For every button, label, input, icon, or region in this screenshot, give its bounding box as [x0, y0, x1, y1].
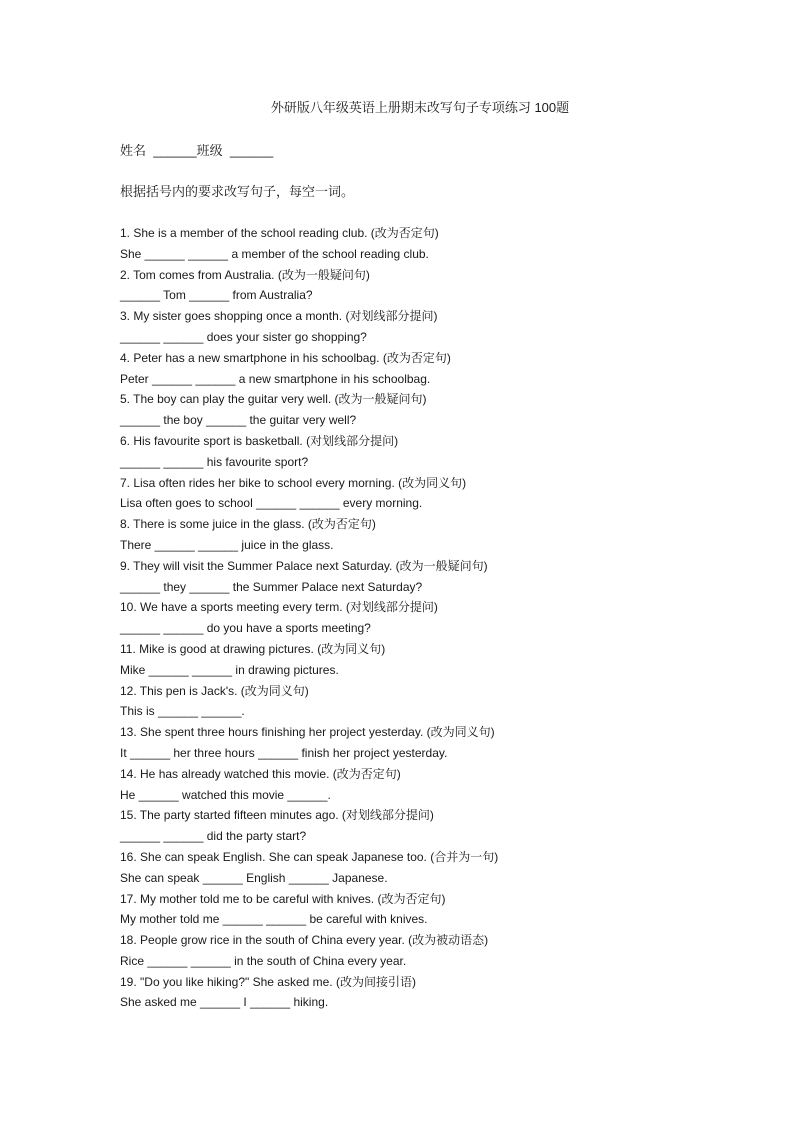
question-text: 19. "Do you like hiking?" She asked me. (改为间接引语) — [120, 974, 416, 989]
answer-line: My mother told me ______ ______ be careful with knives. — [120, 912, 428, 927]
answer-line: ______ Tom ______ from Australia? — [120, 288, 313, 303]
question-text: 2. Tom comes from Australia. (改为一般疑问句) — [120, 267, 370, 282]
answer-line: ______ the boy ______ the guitar very well? — [120, 413, 357, 428]
question-text: 8. There is some juice in the glass. (改为否定句) — [120, 517, 376, 532]
question-text: 12. This pen is Jack's. (改为同义句) — [120, 683, 309, 698]
question-text: 16. She can speak English. She can speak Japanese too. (合并为一句) — [120, 849, 499, 864]
question-text: 4. Peter has a new smartphone in his schoolbag. (改为否定句) — [120, 350, 451, 365]
question-text: 3. My sister goes shopping once a month. (对划线部分提问) — [120, 309, 438, 324]
question-text: 17. My mother told me to be careful with knives. (改为否定句) — [120, 891, 446, 906]
answer-line: ______ ______ do you have a sports meeting? — [120, 621, 371, 636]
question-text: 15. The party started fifteen minutes ago. (对划线部分提问) — [120, 808, 434, 823]
question-text: 13. She spent three hours finishing her project yesterday. (改为同义句) — [120, 725, 495, 740]
answer-line: ______ they ______ the Summer Palace next Saturday? — [120, 579, 423, 594]
question-text: 11. Mike is good at drawing pictures. (改为同义句) — [120, 641, 386, 656]
answer-line: Peter ______ ______ a new smartphone in his schoolbag. — [120, 371, 431, 386]
answer-line: He ______ watched this movie ______. — [120, 787, 331, 802]
instruction-text: 根据括号内的要求改写句子，每空一词。 — [120, 184, 355, 199]
question-text: 14. He has already watched this movie. (改为否定句) — [120, 766, 401, 781]
question-text: 18. People grow rice in the south of China every year. (改为被动语态) — [120, 933, 489, 948]
name-class-line: 姓名 ______班级 ______ — [120, 143, 274, 158]
answer-line: She can speak ______ English ______ Japanese. — [120, 870, 388, 885]
answer-line: ______ ______ his favourite sport? — [120, 454, 309, 469]
answer-line: ______ ______ did the party start? — [120, 829, 307, 844]
answer-line: She ______ ______ a member of the school reading club. — [120, 246, 429, 261]
question-text: 9. They will visit the Summer Palace next Saturday. (改为一般疑问句) — [120, 558, 488, 573]
answer-line: She asked me ______ I ______ hiking. — [120, 995, 329, 1010]
answer-line: It ______ her three hours ______ finish her project yesterday. — [120, 745, 448, 760]
question-text: 6. His favourite sport is basketball. (对划线部分提问) — [120, 433, 399, 448]
answer-line: This is ______ ______. — [120, 704, 245, 719]
answer-line: There ______ ______ juice in the glass. — [120, 537, 334, 552]
answer-line: Rice ______ ______ in the south of China every year. — [120, 953, 407, 968]
question-text: 7. Lisa often rides her bike to school every morning. (改为同义句) — [120, 475, 467, 490]
question-list — [120, 223, 740, 1013]
answer-line: ______ ______ does your sister go shopping? — [120, 329, 367, 344]
answer-line: Mike ______ ______ in drawing pictures. — [120, 662, 339, 677]
question-text: 1. She is a member of the school reading club. (改为否定句) — [120, 226, 439, 240]
answer-line: Lisa often goes to school ______ ______ every morning. — [120, 496, 423, 511]
page-title: 外研版八年级英语上册期末改写句子专项练习 100题 — [270, 100, 570, 115]
question-text: 10. We have a sports meeting every term. (对划线部分提问) — [120, 600, 438, 615]
question-text: 5. The boy can play the guitar very well. (改为一般疑问句) — [120, 392, 427, 407]
